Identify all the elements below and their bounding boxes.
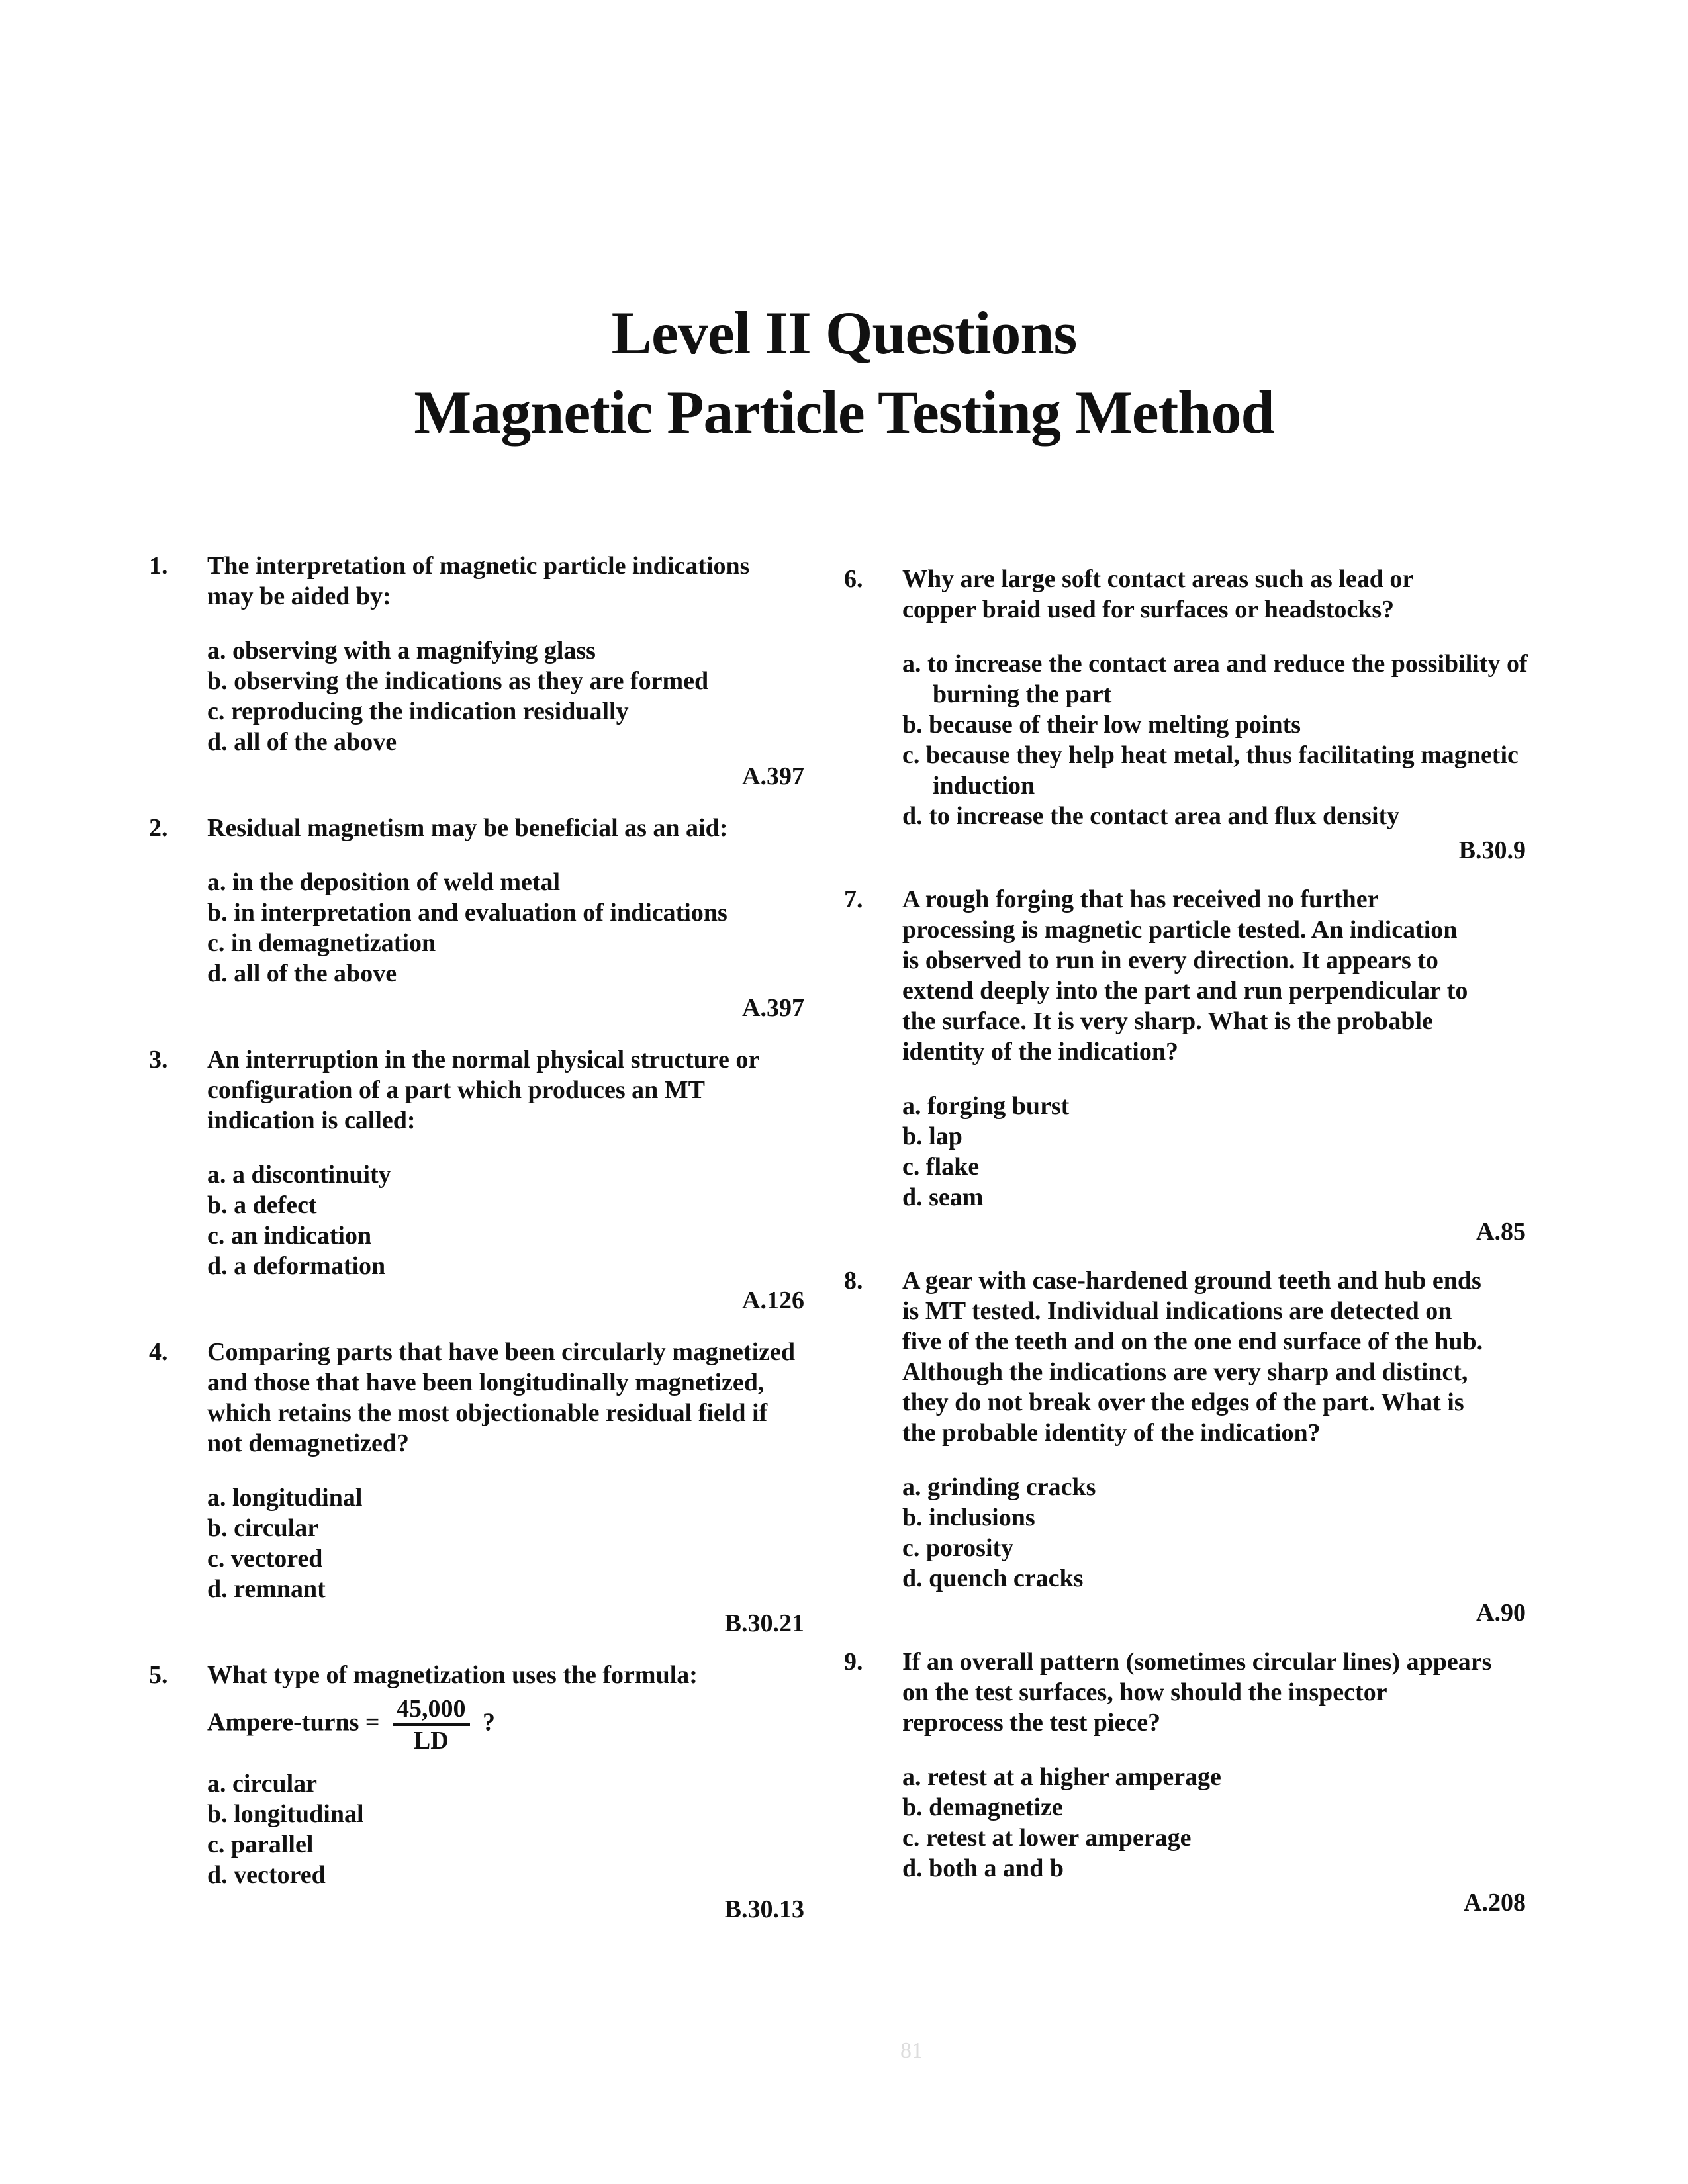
option-list <box>207 1482 811 1604</box>
page-number: 81 <box>900 2038 923 2063</box>
option-list <box>207 1160 811 1281</box>
option-b: b. longitudinal <box>207 1800 364 1828</box>
option-list <box>207 635 811 757</box>
option-a: a. a discontinuity <box>207 1161 391 1189</box>
option-c: c. parallel <box>207 1831 314 1858</box>
option-a: a. observing with a magnifying glass <box>207 637 596 664</box>
question-3 <box>149 1044 811 1316</box>
question-number: 4. <box>149 1338 168 1366</box>
right-column <box>844 564 1532 1918</box>
question-text: If an overall pattern (sometimes circular lines) appears on the test surfaces, how should the inspector reprocess the test piece? <box>902 1648 1492 1737</box>
option-b: b. in interpretation and evaluation of indications <box>207 899 727 927</box>
option-list <box>902 1762 1532 1884</box>
option-b: b. observing the indications as they are formed <box>207 667 709 695</box>
option-a: a. retest at a higher amperage <box>902 1763 1221 1791</box>
option-a: a. to increase the contact area and reduce the possibility of burning the part <box>902 650 1528 708</box>
answer-reference: A.397 <box>742 762 804 790</box>
formula-fraction <box>393 1694 470 1755</box>
option-d: d. both a and b <box>902 1854 1064 1882</box>
option-a: a. forging burst <box>902 1092 1070 1120</box>
question-5 <box>149 1660 811 1925</box>
option-c: c. because they help heat metal, thus facilitating magnetic induction <box>902 741 1519 799</box>
option-d: d. seam <box>902 1183 984 1211</box>
answer-reference: A.90 <box>1476 1599 1526 1627</box>
answer-reference: A.397 <box>742 994 804 1022</box>
answer-reference: A.208 <box>1464 1889 1526 1917</box>
question-number: 6. <box>844 565 863 593</box>
formula-numerator: 45,000 <box>393 1694 470 1726</box>
option-a: a. circular <box>207 1770 318 1797</box>
option-b: b. inclusions <box>902 1504 1035 1531</box>
page-title: Level II Questions <box>611 299 1077 367</box>
option-d: d. remnant <box>207 1575 326 1603</box>
answer-reference: B.30.21 <box>724 1610 804 1637</box>
option-a: a. grinding cracks <box>902 1473 1096 1501</box>
question-7 <box>844 884 1532 1247</box>
question-text: The interpretation of magnetic particle indications may be aided by: <box>207 552 750 610</box>
page-subtitle: Magnetic Particle Testing Method <box>414 379 1274 446</box>
question-number: 5. <box>149 1661 168 1689</box>
question-6 <box>844 564 1532 866</box>
option-c: c. an indication <box>207 1222 372 1250</box>
question-1 <box>149 551 811 792</box>
question-number: 8. <box>844 1267 863 1295</box>
question-text: Residual magnetism may be beneficial as an aid: <box>207 814 728 842</box>
answer-reference: A.126 <box>742 1287 804 1314</box>
option-d: d. all of the above <box>207 728 397 756</box>
formula-suffix: ? <box>483 1708 496 1737</box>
option-b: b. circular <box>207 1514 319 1542</box>
option-c: c. flake <box>902 1153 980 1181</box>
left-column <box>149 551 811 1925</box>
formula <box>207 1694 811 1755</box>
question-number: 9. <box>844 1648 863 1676</box>
answer-reference: A.85 <box>1476 1218 1526 1246</box>
option-b: b. a defect <box>207 1191 317 1219</box>
option-b: b. lap <box>902 1122 962 1150</box>
option-list <box>207 1768 811 1890</box>
option-list <box>902 1472 1532 1594</box>
option-c: c. in demagnetization <box>207 929 436 957</box>
question-9 <box>844 1647 1532 1918</box>
option-list <box>902 649 1532 831</box>
formula-lhs: Ampere-turns = <box>207 1708 380 1737</box>
option-d: d. vectored <box>207 1861 326 1889</box>
answer-reference: B.30.13 <box>724 1895 804 1923</box>
question-4 <box>149 1337 811 1639</box>
option-b: b. demagnetize <box>902 1794 1063 1821</box>
formula-denominator: LD <box>413 1727 449 1754</box>
question-text: A gear with case-hardened ground teeth and hub ends is MT tested. Individual indications are detected on five of the teeth and on the one end surface of the hub. Although the indications are very sharp and distinct, they do not break over the edges of the part. What is the probable identity of the indication? <box>902 1267 1483 1447</box>
question-text: A rough forging that has received no further processing is magnetic particle tested. An indication is observed to run in every direction. It appears to extend deeply into the part and run perpendicular to the surface. It is very sharp. What is the probable identity of the indication? <box>902 886 1468 1066</box>
question-2 <box>149 813 811 1023</box>
option-b: b. because of their low melting points <box>902 711 1301 739</box>
option-d: d. all of the above <box>207 960 397 987</box>
option-c: c. reproducing the indication residually <box>207 698 629 725</box>
option-c: c. porosity <box>902 1534 1014 1562</box>
option-d: d. to increase the contact area and flux density <box>902 802 1400 830</box>
question-number: 1. <box>149 552 168 580</box>
option-d: d. quench cracks <box>902 1565 1084 1592</box>
question-number: 3. <box>149 1046 168 1073</box>
option-c: c. retest at lower amperage <box>902 1824 1192 1852</box>
option-c: c. vectored <box>207 1545 323 1572</box>
option-d: d. a deformation <box>207 1252 386 1280</box>
question-text: What type of magnetization uses the formula: <box>207 1661 698 1689</box>
option-a: a. in the deposition of weld metal <box>207 868 561 896</box>
question-number: 7. <box>844 886 863 913</box>
option-list <box>902 1091 1532 1212</box>
question-text: Why are large soft contact areas such as lead or copper braid used for surfaces or headstocks? <box>902 565 1414 623</box>
option-a: a. longitudinal <box>207 1484 363 1512</box>
question-number: 2. <box>149 814 168 842</box>
answer-reference: B.30.9 <box>1458 837 1526 864</box>
question-text: An interruption in the normal physical structure or configuration of a part which produces an MT indication is called: <box>207 1046 760 1134</box>
option-list <box>207 867 811 989</box>
question-text: Comparing parts that have been circularly magnetized and those that have been longitudinally magnetized, which retains the most objectionable residual field if not demagnetized? <box>207 1338 795 1457</box>
question-8 <box>844 1265 1532 1628</box>
